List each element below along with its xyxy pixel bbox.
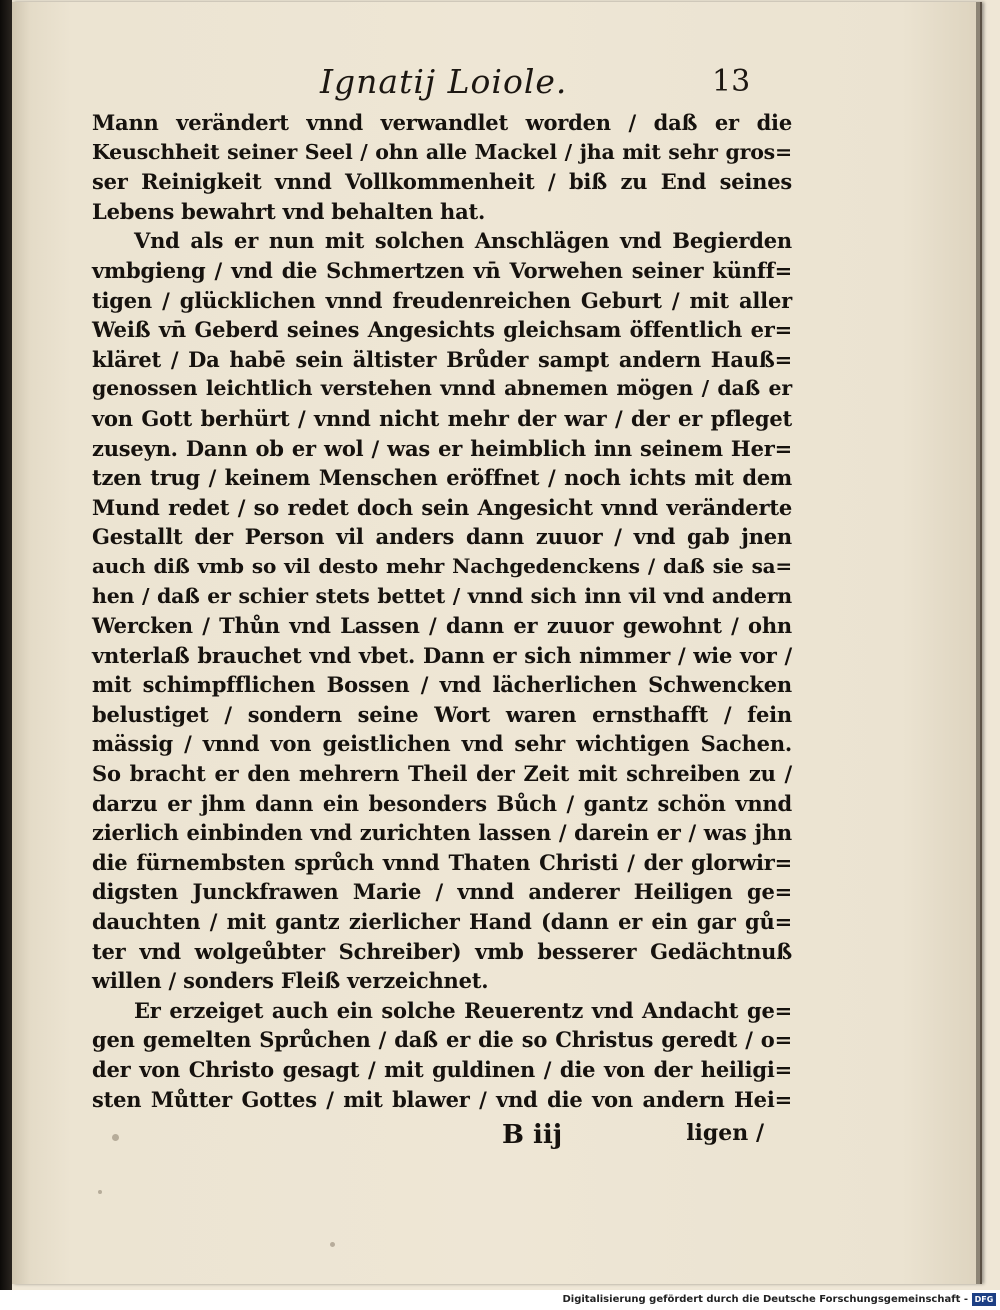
catchline: [92, 1120, 764, 1152]
catchword: ligen /: [686, 1120, 764, 1146]
text-line: kläret / Da habē sein ältister Brůder sampt andern Hauß=: [92, 346, 792, 372]
text-line: ser Reinigkeit vnnd Vollkommenheit / biß zu End seines: [92, 169, 792, 195]
body-text: [92, 108, 792, 1114]
text-line: ter vnd wolgeůbter Schreiber) vmb besserer Gedächtnuß: [92, 938, 792, 964]
text-line: tzen trug / keinem Menschen eröffnet / noch ichts mit dem: [92, 465, 792, 491]
text-line: zierlich einbinden vnd zurichten lassen / darein er / was jhn: [92, 820, 792, 846]
text-line: Er erzeiget auch ein solche Reuerentz vnd Andacht ge=: [134, 997, 792, 1023]
dfg-logo: DFG: [972, 1293, 996, 1306]
footer-credit: Digitalisierung gefördert durch die Deutsche Forschungsgemeinschaft -: [562, 1294, 968, 1305]
signature-mark: B iij: [502, 1120, 563, 1150]
paper-spot: [330, 1242, 335, 1247]
text-line: der von Christo gesagt / mit guldinen / die von der heiligi=: [92, 1057, 792, 1082]
text-line: Wercken / Thůn vnd Lassen / dann er zuuor gewohnt / ohn: [92, 613, 792, 639]
text-line: Lebens bewahrt vnd behalten hat.: [92, 198, 486, 224]
text-line: tigen / glücklichen vnnd freudenreichen Geburt / mit aller: [92, 287, 792, 313]
text-line: mit schimpfflichen Bossen / vnd lächerlichen Schwencken: [92, 672, 792, 698]
text-line: die fürnembsten sprůch vnnd Thaten Christi / der glorwir=: [92, 849, 792, 875]
text-line: vnterlaß brauchet vnd vbet. Dann er sich nimmer / wie vor /: [92, 642, 792, 668]
text-line: gen gemelten Sprůchen / daß er die so Christus geredt / o=: [92, 1027, 792, 1053]
text-line: digsten Junckfrawen Marie / vnnd anderer Heiligen ge=: [92, 879, 792, 905]
text-line: So bracht er den mehrern Theil der Zeit mit schreiben zu /: [92, 761, 792, 787]
text-line: vmbgieng / vnd die Schmertzen vn̄ Vorwehen seiner künff=: [92, 257, 792, 283]
paper-spot: [98, 1190, 102, 1194]
text-line: Vnd als er nun mit solchen Anschlägen vnd Begierden: [134, 228, 792, 254]
text-line: belustiget / sondern seine Wort waren ernsthafft / fein: [92, 701, 792, 727]
text-line: zuseyn. Dann ob er wol / was er heimblich inn seinem Her=: [92, 435, 792, 461]
text-line: Gestallt der Person vil anders dann zuuor / vnd gab jnen: [92, 524, 792, 550]
book-edge-shadow: [0, 0, 12, 1290]
text-line: Weiß vn̄ Geberd seines Angesichts gleichsam öffentlich er=: [92, 317, 792, 343]
page-number: 13: [712, 64, 751, 99]
text-line: von Gott berhürt / vnnd nicht mehr der war / der er pfleget: [92, 405, 792, 431]
text-line: Keuschheit seiner Seel / ohn alle Mackel / jha mit sehr gros=: [92, 139, 792, 164]
text-line: genossen leichtlich verstehen vnnd abnemen mögen / daß er: [92, 376, 792, 401]
text-line: sten Můtter Gottes / mit blawer / vnd die von andern Hei=: [92, 1086, 792, 1112]
running-head: Ignatij Loiole.: [320, 62, 568, 101]
text-line: auch diß vmb so vil desto mehr Nachgedenckens / daß sie sa=: [92, 553, 792, 578]
text-line: willen / sonders Fleiß verzeichnet.: [92, 968, 489, 994]
text-line: Mann verändert vnnd verwandlet worden / daß er die: [92, 110, 792, 135]
text-line: hen / daß er schier stets bettet / vnnd sich inn vil vnd andern: [92, 583, 792, 608]
text-line: mässig / vnnd von geistlichen vnd sehr wichtigen Sachen.: [92, 731, 792, 757]
text-line: Mund redet / so redet doch sein Angesicht vnnd veränderte: [92, 494, 792, 520]
text-line: darzu er jhm dann ein besonders Bůch / gantz schön vnnd: [92, 790, 792, 816]
text-line: dauchten / mit gantz zierlicher Hand (dann er ein gar gů=: [92, 909, 792, 935]
